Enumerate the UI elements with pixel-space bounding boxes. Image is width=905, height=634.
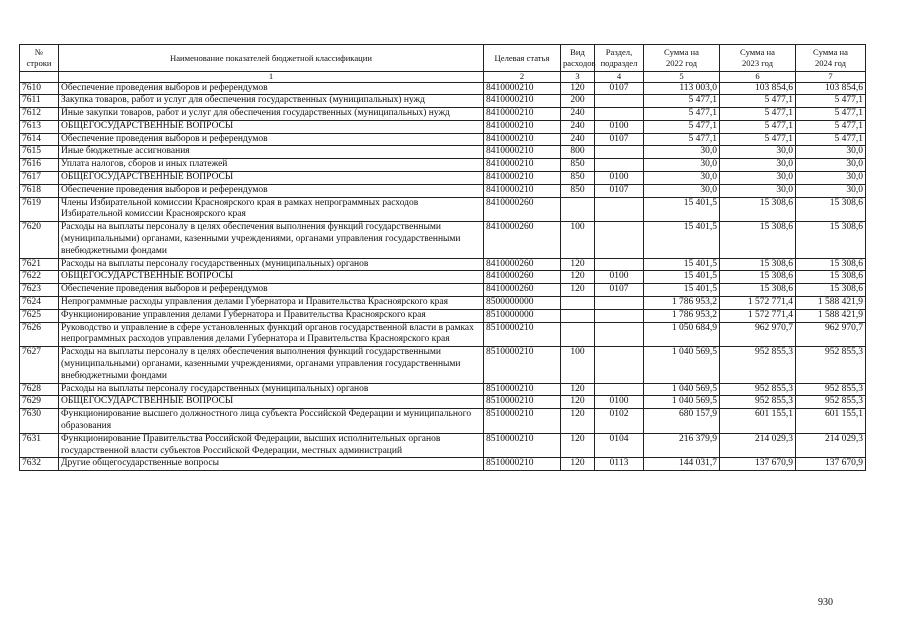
- row-sum-2023: 15 308,6: [720, 271, 796, 284]
- row-number: 7624: [20, 297, 59, 310]
- column-index: 7: [796, 72, 866, 83]
- row-target-article: 8410000260: [484, 222, 561, 258]
- row-name: Функционирование Правительства Российской Федерации, высших исполнительных органов государственной власти субъектов Российской Федерации, местных администраций: [59, 433, 484, 458]
- row-target-article: 8410000210: [484, 172, 561, 185]
- row-number: 7625: [20, 309, 59, 322]
- row-name: Функционирование высшего должностного лица субъекта Российской Федерации и муниципального образования: [59, 409, 484, 434]
- table-row: [20, 120, 866, 133]
- column-index: 4: [595, 72, 644, 83]
- row-sum-2022: 1 050 684,9: [644, 322, 720, 347]
- row-section: 0100: [595, 396, 644, 409]
- row-sum-2024: 5 477,1: [796, 108, 866, 121]
- row-sum-2023: 962 970,7: [720, 322, 796, 347]
- row-name: ОБЩЕГОСУДАРСТВЕННЫЕ ВОПРОСЫ: [59, 120, 484, 133]
- row-target-article: 8510000210: [484, 383, 561, 396]
- table-row: [20, 347, 866, 383]
- row-sum-2022: 15 401,5: [644, 222, 720, 258]
- row-section: [595, 322, 644, 347]
- table-row: [20, 146, 866, 159]
- row-number: 7623: [20, 284, 59, 297]
- row-section: [595, 222, 644, 258]
- row-section: [595, 309, 644, 322]
- row-sum-2022: 30,0: [644, 159, 720, 172]
- row-sum-2024: 30,0: [796, 172, 866, 185]
- column-index: 6: [720, 72, 796, 83]
- row-sum-2024: 15 308,6: [796, 271, 866, 284]
- row-name: Функционирование управления делами Губернатора и Правительства Красноярского края: [59, 309, 484, 322]
- row-expense-type: 120: [561, 258, 595, 271]
- row-target-article: 8410000260: [484, 197, 561, 222]
- row-sum-2024: 30,0: [796, 146, 866, 159]
- header-row: [20, 45, 866, 72]
- row-sum-2024: 5 477,1: [796, 133, 866, 146]
- row-number: 7617: [20, 172, 59, 185]
- row-number: 7627: [20, 347, 59, 383]
- header-target-article: Целевая статья: [484, 45, 561, 72]
- row-name: Иные закупки товаров, работ и услуг для обеспечения государственных (муниципальных) нужд: [59, 108, 484, 121]
- row-expense-type: [561, 322, 595, 347]
- row-target-article: 8410000260: [484, 284, 561, 297]
- row-target-article: 8410000210: [484, 146, 561, 159]
- row-section: 0102: [595, 409, 644, 434]
- row-number: 7620: [20, 222, 59, 258]
- table-row: [20, 383, 866, 396]
- row-sum-2023: 952 855,3: [720, 383, 796, 396]
- row-sum-2024: 15 308,6: [796, 222, 866, 258]
- row-sum-2023: 15 308,6: [720, 258, 796, 271]
- row-expense-type: 850: [561, 172, 595, 185]
- row-section: 0107: [595, 133, 644, 146]
- row-expense-type: 120: [561, 396, 595, 409]
- row-sum-2024: 15 308,6: [796, 197, 866, 222]
- row-name: Уплата налогов, сборов и иных платежей: [59, 159, 484, 172]
- row-sum-2022: 30,0: [644, 146, 720, 159]
- table-row: [20, 258, 866, 271]
- row-sum-2022: 144 031,7: [644, 458, 720, 471]
- header-row-number: № строки: [20, 45, 59, 72]
- row-sum-2022: 15 401,5: [644, 197, 720, 222]
- row-sum-2024: 137 670,9: [796, 458, 866, 471]
- row-target-article: 8410000210: [484, 108, 561, 121]
- row-number: 7612: [20, 108, 59, 121]
- row-sum-2023: 15 308,6: [720, 222, 796, 258]
- row-name: Обеспечение проведения выборов и референдумов: [59, 284, 484, 297]
- row-sum-2023: 5 477,1: [720, 133, 796, 146]
- table-row: [20, 222, 866, 258]
- table-row: [20, 172, 866, 185]
- row-number: 7615: [20, 146, 59, 159]
- row-number: 7626: [20, 322, 59, 347]
- row-sum-2022: 113 003,0: [644, 82, 720, 95]
- column-index: [20, 72, 59, 83]
- table-body: [20, 82, 866, 471]
- row-target-article: 8510000210: [484, 347, 561, 383]
- column-index-row: [20, 72, 866, 83]
- row-expense-type: 120: [561, 383, 595, 396]
- row-expense-type: 850: [561, 184, 595, 197]
- row-target-article: 8510000000: [484, 309, 561, 322]
- row-sum-2022: 1 040 569,5: [644, 396, 720, 409]
- row-target-article: 8510000210: [484, 409, 561, 434]
- row-number: 7630: [20, 409, 59, 434]
- row-number: 7616: [20, 159, 59, 172]
- row-sum-2022: 1 786 953,2: [644, 297, 720, 310]
- row-name: Закупка товаров, работ и услуг для обеспечения государственных (муниципальных) нужд: [59, 95, 484, 108]
- row-sum-2022: 5 477,1: [644, 133, 720, 146]
- row-expense-type: 120: [561, 82, 595, 95]
- row-sum-2024: 5 477,1: [796, 120, 866, 133]
- row-sum-2023: 30,0: [720, 184, 796, 197]
- row-number: 7610: [20, 82, 59, 95]
- row-section: 0100: [595, 271, 644, 284]
- row-sum-2023: 952 855,3: [720, 347, 796, 383]
- row-target-article: 8410000210: [484, 184, 561, 197]
- row-target-article: 8410000260: [484, 271, 561, 284]
- row-section: [595, 383, 644, 396]
- table-row: [20, 108, 866, 121]
- column-index: 3: [561, 72, 595, 83]
- table-row: [20, 271, 866, 284]
- row-sum-2022: 216 379,9: [644, 433, 720, 458]
- table-row: [20, 309, 866, 322]
- row-target-article: 8410000210: [484, 95, 561, 108]
- row-sum-2023: 5 477,1: [720, 120, 796, 133]
- row-name: Обеспечение проведения выборов и референдумов: [59, 82, 484, 95]
- row-expense-type: 120: [561, 433, 595, 458]
- row-name: Расходы на выплаты персоналу государственных (муниципальных) органов: [59, 258, 484, 271]
- row-section: 0100: [595, 172, 644, 185]
- row-section: [595, 146, 644, 159]
- row-name: Обеспечение проведения выборов и референдумов: [59, 133, 484, 146]
- row-sum-2024: 1 588 421,9: [796, 297, 866, 310]
- table-row: [20, 133, 866, 146]
- row-name: Члены Избирательной комиссии Красноярского края в рамках непрограммных расходов Избирательной комиссии Красноярского края: [59, 197, 484, 222]
- row-section: 0100: [595, 120, 644, 133]
- row-sum-2023: 1 572 771,4: [720, 297, 796, 310]
- row-section: 0107: [595, 184, 644, 197]
- row-number: 7618: [20, 184, 59, 197]
- row-section: [595, 108, 644, 121]
- row-name: ОБЩЕГОСУДАРСТВЕННЫЕ ВОПРОСЫ: [59, 271, 484, 284]
- table-row: [20, 433, 866, 458]
- row-sum-2024: 952 855,3: [796, 396, 866, 409]
- row-name: Непрограммные расходы управления делами Губернатора и Правительства Красноярского края: [59, 297, 484, 310]
- row-sum-2022: 15 401,5: [644, 258, 720, 271]
- row-sum-2022: 1 040 569,5: [644, 383, 720, 396]
- row-section: [595, 95, 644, 108]
- row-number: 7619: [20, 197, 59, 222]
- row-sum-2024: 952 855,3: [796, 383, 866, 396]
- table-row: [20, 159, 866, 172]
- row-sum-2023: 15 308,6: [720, 284, 796, 297]
- row-sum-2023: 30,0: [720, 172, 796, 185]
- row-sum-2023: 5 477,1: [720, 108, 796, 121]
- row-sum-2023: 952 855,3: [720, 396, 796, 409]
- row-target-article: 8410000210: [484, 133, 561, 146]
- row-expense-type: 240: [561, 120, 595, 133]
- row-number: 7631: [20, 433, 59, 458]
- row-sum-2022: 1 786 953,2: [644, 309, 720, 322]
- row-sum-2024: 601 155,1: [796, 409, 866, 434]
- row-number: 7632: [20, 458, 59, 471]
- page-number: 930: [818, 597, 833, 608]
- header-sum-2022: Сумма на 2022 год: [644, 45, 720, 72]
- row-target-article: 8410000210: [484, 159, 561, 172]
- table-row: [20, 82, 866, 95]
- row-sum-2024: 962 970,7: [796, 322, 866, 347]
- column-index: 1: [59, 72, 484, 83]
- row-section: [595, 347, 644, 383]
- row-number: 7611: [20, 95, 59, 108]
- row-expense-type: 800: [561, 146, 595, 159]
- row-sum-2024: 1 588 421,9: [796, 309, 866, 322]
- row-section: 0107: [595, 284, 644, 297]
- row-number: 7629: [20, 396, 59, 409]
- row-number: 7621: [20, 258, 59, 271]
- table-row: [20, 197, 866, 222]
- row-section: [595, 297, 644, 310]
- row-expense-type: 120: [561, 409, 595, 434]
- row-name: Иные бюджетные ассигнования: [59, 146, 484, 159]
- row-sum-2022: 30,0: [644, 184, 720, 197]
- row-sum-2022: 5 477,1: [644, 108, 720, 121]
- row-name: Обеспечение проведения выборов и референдумов: [59, 184, 484, 197]
- table-row: [20, 184, 866, 197]
- budget-table: [19, 44, 866, 471]
- row-section: [595, 197, 644, 222]
- row-expense-type: [561, 309, 595, 322]
- row-expense-type: 240: [561, 108, 595, 121]
- row-target-article: 8510000210: [484, 322, 561, 347]
- row-sum-2024: 952 855,3: [796, 347, 866, 383]
- table-row: [20, 284, 866, 297]
- row-section: 0107: [595, 82, 644, 95]
- row-name: ОБЩЕГОСУДАРСТВЕННЫЕ ВОПРОСЫ: [59, 172, 484, 185]
- row-sum-2024: 103 854,6: [796, 82, 866, 95]
- header-expense-type: Вид расходов: [561, 45, 595, 72]
- row-sum-2023: 601 155,1: [720, 409, 796, 434]
- row-sum-2022: 680 157,9: [644, 409, 720, 434]
- row-sum-2024: 15 308,6: [796, 284, 866, 297]
- row-sum-2022: 1 040 569,5: [644, 347, 720, 383]
- header-sum-2024: Сумма на 2024 год: [796, 45, 866, 72]
- row-target-article: 8500000000: [484, 297, 561, 310]
- row-sum-2023: 30,0: [720, 159, 796, 172]
- row-target-article: 8510000210: [484, 433, 561, 458]
- header-name: Наименование показателей бюджетной классификации: [59, 45, 484, 72]
- row-expense-type: 120: [561, 458, 595, 471]
- row-sum-2023: 103 854,6: [720, 82, 796, 95]
- row-expense-type: 200: [561, 95, 595, 108]
- row-sum-2024: 30,0: [796, 184, 866, 197]
- row-sum-2023: 1 572 771,4: [720, 309, 796, 322]
- header-section: Раздел, подраздел: [595, 45, 644, 72]
- table-row: [20, 297, 866, 310]
- row-name: Расходы на выплаты персоналу государственных (муниципальных) органов: [59, 383, 484, 396]
- row-section: 0113: [595, 458, 644, 471]
- row-expense-type: [561, 197, 595, 222]
- row-name: ОБЩЕГОСУДАРСТВЕННЫЕ ВОПРОСЫ: [59, 396, 484, 409]
- row-expense-type: 850: [561, 159, 595, 172]
- row-number: 7613: [20, 120, 59, 133]
- row-sum-2023: 137 670,9: [720, 458, 796, 471]
- row-name: Руководство и управление в сфере установленных функций органов государственной власти в рамках непрограммных расходов управления делами Губернатора и Правительства Красноярского края: [59, 322, 484, 347]
- column-index: 2: [484, 72, 561, 83]
- row-sum-2023: 5 477,1: [720, 95, 796, 108]
- row-sum-2023: 30,0: [720, 146, 796, 159]
- row-target-article: 8410000210: [484, 82, 561, 95]
- header-sum-2023: Сумма на 2023 год: [720, 45, 796, 72]
- row-expense-type: 240: [561, 133, 595, 146]
- row-number: 7622: [20, 271, 59, 284]
- row-sum-2022: 30,0: [644, 172, 720, 185]
- row-section: [595, 159, 644, 172]
- row-name: Другие общегосударственные вопросы: [59, 458, 484, 471]
- row-target-article: 8410000260: [484, 258, 561, 271]
- row-sum-2022: 5 477,1: [644, 95, 720, 108]
- row-expense-type: 100: [561, 347, 595, 383]
- row-expense-type: [561, 297, 595, 310]
- row-expense-type: 120: [561, 271, 595, 284]
- row-name: Расходы на выплаты персоналу в целях обеспечения выполнения функций государственными (муниципальными) органами, казенными учреждениями, органами управления государственными внебюджетными фондами: [59, 222, 484, 258]
- row-sum-2022: 15 401,5: [644, 271, 720, 284]
- row-target-article: 8510000210: [484, 396, 561, 409]
- table-row: [20, 95, 866, 108]
- row-target-article: 8510000210: [484, 458, 561, 471]
- row-expense-type: 100: [561, 222, 595, 258]
- row-sum-2023: 15 308,6: [720, 197, 796, 222]
- row-section: 0104: [595, 433, 644, 458]
- table-row: [20, 322, 866, 347]
- row-sum-2024: 214 029,3: [796, 433, 866, 458]
- row-number: 7614: [20, 133, 59, 146]
- row-sum-2022: 5 477,1: [644, 120, 720, 133]
- row-sum-2022: 15 401,5: [644, 284, 720, 297]
- row-sum-2024: 15 308,6: [796, 258, 866, 271]
- row-sum-2023: 214 029,3: [720, 433, 796, 458]
- table-row: [20, 396, 866, 409]
- row-number: 7628: [20, 383, 59, 396]
- table-row: [20, 409, 866, 434]
- row-expense-type: 120: [561, 284, 595, 297]
- row-target-article: 8410000210: [484, 120, 561, 133]
- row-section: [595, 258, 644, 271]
- table-row: [20, 458, 866, 471]
- row-sum-2024: 30,0: [796, 159, 866, 172]
- row-sum-2024: 5 477,1: [796, 95, 866, 108]
- column-index: 5: [644, 72, 720, 83]
- row-name: Расходы на выплаты персоналу в целях обеспечения выполнения функций государственными (муниципальными) органами, казенными учреждениями, органами управления государственными внебюджетными фондами: [59, 347, 484, 383]
